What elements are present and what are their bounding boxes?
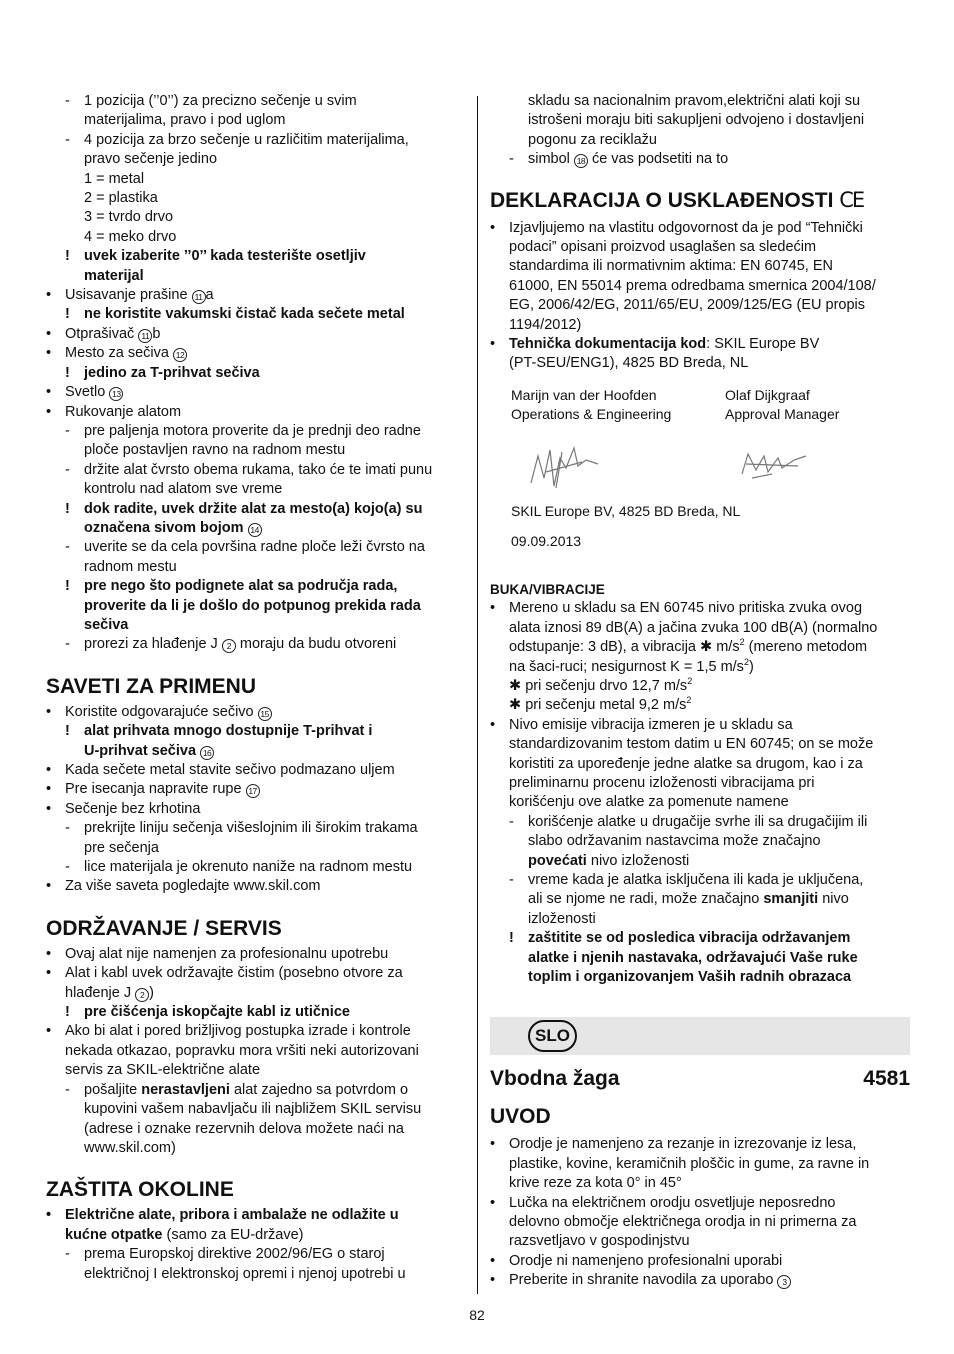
list-item: - prekrijte liniju sečenja višeslojnim ili širokim trakama — [65, 820, 418, 837]
language-badge: SLO — [528, 1020, 577, 1052]
bullet-item: • Za više saveta pogledajte www.skil.com — [46, 878, 321, 895]
bullet-item: • Izjavljujemo na vlastitu odgovornost da je pod “Tehnički — [490, 219, 863, 236]
list-item-cont: električnoj I elektronskoj opremi i njenoj upotrebi u — [84, 1265, 406, 1282]
list-item: - uverite se da cela površina radne ploče leži čvrsto na — [65, 539, 425, 556]
bullet-item-cont: EG, 2006/42/EG, 2011/65/EU, 2009/125/EG (EU propis — [509, 297, 866, 314]
ref-number: 14 — [248, 523, 262, 537]
ref-number: 3 — [777, 1275, 791, 1289]
ref-number: 17 — [246, 784, 260, 798]
list-item-cont: povećati nivo izloženosti — [528, 852, 690, 869]
list-item-cont: 4 = meko drvo — [84, 228, 177, 245]
list-item: - 4 pozicija za brzo sečenje u različitim materijalima, — [65, 131, 409, 148]
bullet-item-cont: podaci” opisani proizvod usaglašen sa sledećim — [509, 239, 817, 256]
bullet-item-cont: standardizovanim testom datim u EN 60745; on se može — [509, 736, 874, 753]
section-heading-saveti: SAVETI ZA PRIMENU — [46, 674, 257, 698]
ref-number: 13 — [109, 387, 123, 401]
ref-number: 15 — [258, 707, 272, 721]
list-item: - pre paljenja motora proverite da je prednji deo radne — [65, 422, 421, 439]
signatory-name: Olaf Dijkgraaf — [725, 386, 810, 403]
ref-number: 2 — [222, 639, 236, 653]
warning-item: ! pre nego što podignete alat sa područja rada, — [65, 578, 398, 595]
list-item-cont: 1 = metal — [84, 170, 145, 187]
list-item-cont: kontrolu nad alatom sve vreme — [84, 481, 283, 498]
warning-item: ! ne koristite vakumski čistač kada sečete metal — [65, 306, 405, 323]
list-item-cont: ploče postavljen ravno na radnom mestu — [84, 442, 346, 459]
product-model: 4581 — [863, 1067, 910, 1091]
subheading-buka: BUKA/VIBRACIJE — [490, 581, 605, 597]
bullet-item: • Svetlo 13 — [46, 383, 466, 402]
bullet-item: • Koristite odgovarajuće sečivo 15 — [46, 703, 466, 722]
bullet-item: • Usisavanje prašine 11 a — [46, 287, 214, 304]
bullet-item: • Mereno u skladu sa EN 60745 nivo pritiska zvuka ovog — [490, 600, 863, 617]
signatory-role: Approval Manager — [725, 406, 840, 423]
page-number: 82 — [469, 1307, 485, 1323]
signature-2-icon — [738, 444, 810, 486]
list-item-cont: radnom mestu — [84, 558, 177, 575]
bullet-item: • Tehnička dokumentacija kod: SKIL Europe BV — [490, 336, 820, 353]
warning-item: ! jedino za T-prihvat sečiva — [65, 364, 260, 381]
bullet-item-cont: odstupanje: 3 dB), a vibracija ✱ $m/s^2$ (mereno metodom — [509, 637, 868, 656]
section-heading-deklaracija: DEKLARACIJA O USKLAĐENOSTI CE — [490, 187, 864, 212]
bullet-item: • Orodje je namenjeno za rezanje in izrezovanje iz lesa, — [490, 1136, 857, 1153]
warning-item-cont: toplim i organizovanjem Vaših radnih obrazaca — [528, 969, 852, 985]
warning-item-cont: sečiva — [84, 616, 129, 633]
product-title: Vbodna žaga — [490, 1067, 620, 1091]
list-item-cont: skladu sa nacionalnim pravom,električni alati koji su — [528, 93, 861, 109]
declaration-date: 09.09.2013 — [511, 532, 582, 549]
list-item-cont: www.skil.com) — [84, 1139, 176, 1156]
bullet-item-cont: ✱ pri sečenju drvo 12,7 $m/s^2$ — [509, 676, 693, 694]
list-item-cont: pre sečenja — [84, 839, 159, 856]
language-bar — [490, 1017, 910, 1055]
list-item-cont: 2 = plastika — [84, 190, 158, 207]
bullet-item-cont: preliminarnu procenu izloženosti vibracijama pri — [509, 774, 815, 791]
list-item-cont: ali se njome ne radi, može značajno smanjiti nivo — [528, 891, 849, 908]
bullet-item: • Lučka na električnem orodju osvetljuje neposredno — [490, 1194, 836, 1211]
list-item: - prorezi za hlađenje J 2 moraju da budu otvoreni — [65, 636, 397, 653]
list-item: - lice materijala je okrenuto naniže na radnom mestu — [65, 859, 413, 876]
warning-item: ! uvek izaberite ’’0’’ kada testerište osetljiv — [65, 248, 366, 265]
section-heading-odrzavanje: ODRŽAVANJE / SERVIS — [46, 916, 282, 940]
ref-number: 11 — [192, 290, 206, 304]
bullet-item-cont: nekada otkazao, popravku mora vršiti neki autorizovani — [65, 1042, 419, 1059]
signatory-name: Marijn van der Hoofden — [511, 386, 657, 403]
bullet-item-cont: krive reze za kota 0° in 45° — [509, 1175, 682, 1192]
bullet-item: • Sečenje bez krhotina — [46, 800, 201, 817]
bullet-item: • Ako bi alat i pored brižljivog postupka izrade i kontrole — [46, 1023, 411, 1040]
bullet-item-cont: servis za SKIL-električne alate — [65, 1062, 261, 1079]
bullet-item-cont: ✱ pri sečenju metal 9,2 $m/s^2$ — [509, 695, 692, 714]
bullet-item-cont: hlađenje J 2 ) — [65, 984, 154, 1001]
list-item-cont: materijalima, pravo i pod uglom — [84, 112, 286, 129]
bullet-item-cont: kućne otpatke (samo za EU-države) — [65, 1226, 304, 1243]
bullet-item: • Alat i kabl uvek održavajte čistim (posebno otvore za — [46, 965, 403, 982]
ce-mark-icon: CE — [839, 187, 864, 212]
list-item-cont: 3 = tvrdo drvo — [84, 209, 174, 226]
ref-number: 18 — [574, 154, 588, 168]
ref-number: 16 — [200, 746, 214, 760]
bullet-item: • Nivo emisije vibracija izmeren je u skladu sa — [490, 716, 793, 733]
ref-number: 12 — [173, 348, 187, 362]
product-title-row — [490, 1067, 910, 1091]
bullet-item: • Mesto za sečiva 12 — [46, 344, 466, 363]
bullet-item: • Rukovanje alatom — [46, 403, 182, 420]
bullet-item: • Električne alate, pribora i ambalaže ne odlažite u — [46, 1207, 399, 1224]
ref-number: 11 — [138, 329, 152, 343]
bullet-item-cont: na šaci-ruci; nesigurnost K = 1,5 $m/s^2$) — [509, 656, 754, 675]
bullet-item-cont: standardima ili normativnim aktima: EN 60745, EN — [509, 258, 833, 275]
right-column — [490, 92, 910, 1291]
section-heading-uvod: UVOD — [490, 1105, 551, 1129]
list-item: - simbol 18 će vas podsetiti na to — [509, 151, 729, 168]
signatory-role: Operations & Engineering — [511, 406, 672, 423]
signature-block — [490, 386, 910, 572]
list-item-cont: (adrese i oznake rezervnih delova možete naći na — [84, 1120, 404, 1137]
bullet-item: • Otprašivač 11 b — [46, 325, 161, 342]
list-item-cont: slabo održavanim nastavcima može značajno — [528, 833, 821, 850]
signature-1-icon — [526, 438, 606, 498]
bullet-item: • Pre isecanja napravite rupe 17 — [46, 780, 466, 799]
bullet-item-cont: delovno območje električnega orodja in ni primerna za — [509, 1214, 857, 1231]
section-heading-zastita: ZAŠTITA OKOLINE — [46, 1178, 234, 1202]
bullet-item-cont: 61000, EN 55014 prema odredbama smernica 2004/108/ — [509, 277, 876, 294]
bullet-item: • Ovaj alat nije namenjen za profesionalnu upotrebu — [46, 945, 389, 962]
signatory-2 — [725, 386, 839, 425]
ref-number: 2 — [135, 988, 149, 1002]
warning-item-cont: U-prihvat sečiva 16 — [46, 742, 466, 761]
list-item: - 1 pozicija (’’0’’) za precizno sečenje u svim — [65, 93, 357, 109]
list-item-cont: pogonu za reciklažu — [528, 131, 657, 148]
list-item: - pošaljite nerastavljeni alat zajedno sa potvrdom o — [65, 1081, 409, 1098]
warning-item-cont: alatke i njenih nastavaka, održavajući Vaše ruke — [528, 949, 858, 966]
warning-item: ! zaštitite se od posledica vibracija održavanjem — [509, 930, 851, 947]
column-divider — [477, 96, 478, 1294]
bullet-item-cont: razsvetljavo v gospodinjstvu — [509, 1233, 690, 1250]
warning-item: ! pre čišćenja iskopčajte kabl iz utičnice — [65, 1004, 350, 1021]
list-item-cont: kupovini vašem nabavljaču ili najbližem SKIL servisu — [84, 1101, 422, 1118]
warning-item-cont: materijal — [84, 267, 144, 284]
bullet-item-cont: koristiti za upoređenje jedne alatke sa drugom, kao i za — [509, 755, 863, 772]
list-item-cont: izloženosti — [528, 910, 596, 927]
bullet-item: • Kada sečete metal stavite sečivo podmazano uljem — [46, 762, 395, 778]
list-item-cont: istrošeni moraju biti sakupljeni odvojeno i dostavljeni — [528, 112, 865, 129]
company-address: SKIL Europe BV, 4825 BD Breda, NL — [511, 502, 741, 519]
list-item: - vreme kada je alatka isključena ili kada je uključena, — [509, 871, 864, 888]
warning-item: ! dok radite, uvek držite alat za mesto(a) kojo(a) su — [65, 500, 423, 517]
bullet-item-cont: (PT-SEU/ENG1), 4825 BD Breda, NL — [509, 355, 749, 372]
bullet-item-cont: plastike, kovine, keramičnih ploščic in gume, za ravne in — [509, 1155, 870, 1172]
left-column — [46, 92, 466, 1284]
bullet-item: • Orodje ni namenjeno profesionalni uporabi — [490, 1252, 783, 1269]
bullet-item: • Preberite in shranite navodila za uporabo 3 — [490, 1271, 910, 1290]
bullet-item-cont: 1194/2012) — [509, 316, 582, 333]
list-item: - korišćenje alatke u drugačije svrhe ili sa drugačijim ili — [509, 813, 868, 830]
warning-item-cont: označena sivom bojom 14 — [46, 519, 466, 538]
signatory-1 — [511, 386, 671, 425]
warning-item: ! alat prihvata mnogo dostupnije T-prihvat i — [65, 723, 373, 740]
list-item-cont: pravo sečenje jedino — [84, 151, 218, 168]
bullet-item-cont: korišćenju ove alatke za pomenute namene — [509, 794, 789, 811]
warning-item-cont: proverite da li je došlo do potpunog prekida rada — [84, 597, 421, 614]
list-item: - držite alat čvrsto obema rukama, tako će te imati punu — [65, 461, 433, 478]
list-item: - prema Europskoj direktive 2002/96/EG o staroj — [65, 1246, 385, 1263]
bullet-item-cont: alata iznosi 89 dB(A) a jačina zvuka 100 dB(A) (normalno — [509, 619, 878, 636]
